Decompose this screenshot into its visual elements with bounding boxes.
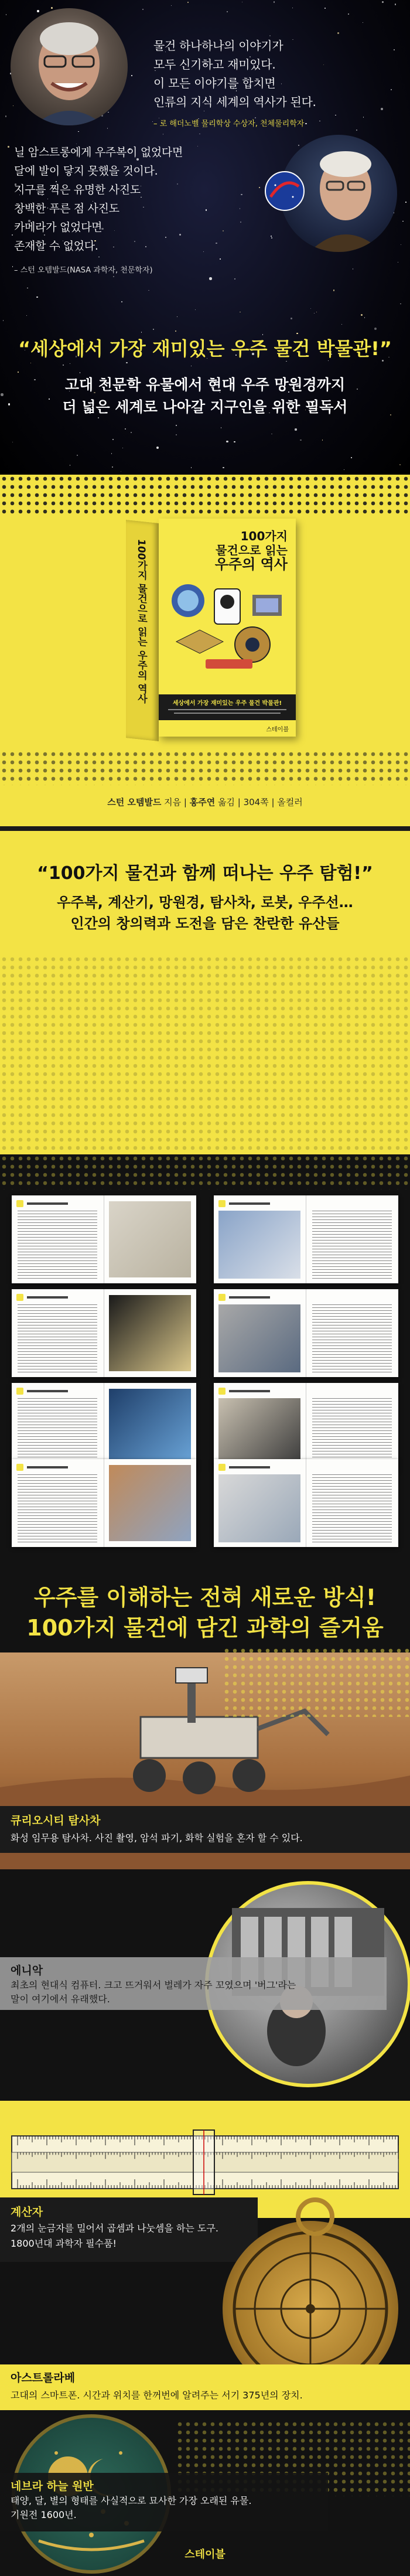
page-text: [312, 1211, 392, 1279]
cover-title: [215, 529, 288, 571]
star: [322, 439, 323, 440]
star: [37, 10, 39, 12]
star: [6, 14, 7, 15]
feature-title: 아스트롤라베: [11, 2371, 76, 2384]
book-front: [159, 519, 296, 737]
page-image: [218, 1304, 300, 1372]
book-spine: [126, 520, 159, 741]
star: [203, 251, 204, 252]
star: [3, 320, 4, 321]
section2-sub-line: 인간의 창의력과 도전을 담은 찬란한 유산들: [70, 915, 340, 932]
star: [271, 237, 272, 238]
star: [391, 89, 392, 90]
page-spread: [214, 1459, 398, 1547]
star: [227, 11, 228, 12]
star: [274, 1, 275, 2]
star: [341, 324, 342, 325]
quote-2-line: 지구를 찍은 유명한 사진도: [14, 183, 141, 196]
page-image: [218, 1474, 300, 1542]
cover-tagline: 세상에서 가장 재미있는 우주 물건 박물관!: [172, 700, 282, 707]
section4-headline-line: 100가지 물건에 담긴 과학의 즐거움: [26, 1615, 384, 1641]
star: [223, 230, 224, 231]
section2-sub-line: 우주복, 계산기, 망원경, 탐사차, 로봇, 우주선…: [57, 894, 353, 911]
quote-1-source: – 로 해더노벨 물리학상 수상자, 천체물리학자: [153, 120, 305, 128]
star: [221, 427, 222, 428]
page-text: [18, 1398, 97, 1466]
star: [324, 8, 326, 9]
feature-desc-line: 말이 여기에서 유래했다.: [11, 1994, 110, 2005]
cover-title-line: 100가지: [240, 529, 288, 543]
section4-headline: [0, 1582, 410, 1643]
page-number-badge: [218, 1200, 226, 1207]
author-name: 스턴 오템발드: [107, 797, 162, 807]
star: [171, 5, 172, 6]
star: [107, 128, 108, 129]
book-meta: 스턴 오템발드 지음 | 홍주연 옮김 | 304쪽 | 올컬러: [107, 797, 303, 807]
star: [26, 315, 27, 316]
star: [240, 222, 241, 223]
section2-headline: “100가지 물건과 함께 떠나는 우주 탐험!”: [37, 863, 373, 884]
feature-desc-line: 1800년대 과학자 필수품!: [11, 2238, 117, 2249]
page-number-badge: [16, 1464, 23, 1471]
quote-1: [153, 36, 316, 111]
star: [111, 453, 112, 454]
feature-title: 에니악: [11, 1964, 43, 1977]
star: [399, 464, 401, 465]
star: [206, 209, 207, 210]
subhead: [0, 374, 410, 418]
star: [234, 278, 235, 280]
feature-card-nebra: [0, 2473, 328, 2531]
page-title-bar: [229, 1296, 270, 1299]
page-title-bar: [229, 1202, 270, 1205]
book-cover-image: [126, 519, 296, 741]
star: [348, 13, 349, 15]
star: [148, 290, 149, 291]
feature-desc: 화성 임무용 탐사차. 사진 촬영, 암석 파기, 화학 실험을 혼자 할 수 있다.: [11, 1832, 303, 1844]
page-image: [109, 1465, 191, 1541]
star: [195, 309, 196, 310]
quote-2-line: 카메라가 없었다면: [14, 221, 102, 234]
features-section: [0, 1553, 410, 2576]
star: [226, 441, 228, 443]
page-text: [312, 1398, 392, 1466]
star: [364, 317, 365, 318]
star: [240, 208, 241, 209]
star: [291, 318, 292, 319]
quote-2-line: 달에 발이 닿지 못했을 것이다.: [14, 165, 158, 178]
star: [223, 467, 224, 468]
divider-bar: [0, 826, 410, 831]
section2-sub: [0, 892, 410, 934]
feature-desc: [11, 2494, 251, 2522]
star: [333, 289, 334, 291]
halftone-pattern: [0, 955, 410, 1154]
page-text: [18, 1211, 97, 1279]
feature-desc-line: 태양, 달, 별의 형태를 사실적으로 묘사한 가장 오래된 유물.: [11, 2495, 252, 2506]
halftone-pattern: [0, 475, 410, 516]
star: [12, 266, 13, 267]
page-spread: [214, 1289, 398, 1377]
feature-title: 계산자: [11, 2206, 43, 2219]
star: [361, 314, 363, 316]
cover-title-line: 물건으로 읽는: [216, 543, 288, 557]
page-text: [18, 1304, 97, 1372]
quote-1-line: 물건 하나하나의 이야기가: [153, 39, 283, 53]
feature-card-curiosity: [0, 1806, 410, 1853]
quote-2-line: 창백한 푸른 점 사진도: [14, 202, 119, 215]
star: [305, 123, 306, 124]
subhead-line: 고대 천문학 유물에서 현대 우주 망원경까지: [64, 376, 346, 393]
star: [18, 372, 19, 373]
star: [405, 202, 406, 203]
page-spread: [214, 1195, 398, 1283]
star: [374, 328, 377, 330]
halftone-pattern: [223, 1647, 410, 1717]
star: [175, 330, 176, 332]
page-title-bar: [27, 1202, 68, 1205]
star: [176, 434, 177, 435]
cover-band: [159, 694, 296, 720]
translator-name: 홍주연: [189, 797, 216, 807]
quote-1-line: 인류의 지식 세계의 역사가 된다.: [153, 95, 316, 109]
main-headline: “세상에서 가장 재미있는 우주 물건 박물관!”: [18, 338, 392, 360]
star: [295, 428, 296, 430]
star: [271, 236, 272, 237]
page-title-bar: [229, 1466, 270, 1468]
page-title-bar: [27, 1466, 68, 1468]
page-spread: [214, 1383, 398, 1471]
page-image: [109, 1201, 191, 1277]
feature-desc-line: 2개의 눈금자를 밀어서 곱셈과 나눗셈을 하는 도구.: [11, 2223, 218, 2234]
page-spread: [12, 1459, 196, 1547]
book-section: [0, 475, 410, 1154]
star: [191, 467, 192, 468]
star: [80, 372, 81, 373]
halftone-pattern: [0, 1154, 410, 1190]
cover-publisher: 스테이블: [266, 727, 289, 733]
page-image: [218, 1211, 300, 1279]
quote-2-line: 존재할 수 없었다.: [14, 240, 98, 253]
page-title-bar: [27, 1296, 68, 1299]
page-number-badge: [218, 1464, 226, 1471]
halftone-pattern: [0, 750, 410, 785]
translator-suffix: 옮김: [218, 797, 235, 807]
star: [382, 1, 384, 3]
page-text: [312, 1474, 392, 1542]
cover-title-line: 우주의 역사: [214, 556, 288, 573]
star: [122, 448, 124, 449]
star: [125, 428, 126, 430]
star: [98, 257, 100, 258]
star: [363, 117, 364, 118]
star: [310, 308, 312, 309]
page-number-badge: [16, 1388, 23, 1395]
page-number-badge: [218, 1388, 226, 1395]
star: [121, 301, 122, 302]
feature-title: 큐리오시티 탐사차: [11, 1814, 101, 1827]
page-text: [18, 1474, 97, 1542]
star: [337, 32, 339, 34]
intro-section: [0, 0, 410, 475]
page-spread: [12, 1289, 196, 1377]
star: [108, 112, 109, 113]
page-image: [109, 1389, 191, 1465]
page-number-badge: [218, 1294, 226, 1301]
quote-2-source: – 스턴 오템발드(NASA 과학자, 천문학자): [14, 266, 153, 275]
star: [351, 457, 352, 458]
author-suffix: 지음: [164, 797, 182, 807]
star: [142, 9, 144, 10]
star: [126, 362, 127, 363]
page-image: [218, 1398, 300, 1466]
star: [36, 297, 37, 298]
quote-2-line: 닐 암스트롱에게 우주복이 없었다면: [14, 146, 183, 159]
star: [216, 243, 217, 244]
star: [353, 268, 354, 270]
star: [402, 221, 403, 222]
star: [356, 130, 357, 131]
star: [8, 146, 9, 147]
star: [51, 7, 53, 9]
feature-title: 네브라 하늘 원반: [11, 2480, 94, 2493]
star: [5, 115, 6, 117]
page-spread: [12, 1383, 196, 1471]
page-spread: [12, 1195, 196, 1283]
star: [234, 441, 235, 442]
publisher-logo: 스테이블: [184, 2548, 226, 2561]
section4-headline-line: 우주를 이해하는 전혀 새로운 방식!: [33, 1585, 377, 1610]
quote-1-line: 모두 신기하고 재미있다.: [153, 57, 276, 71]
star: [112, 439, 114, 440]
page-number-badge: [16, 1200, 23, 1207]
star: [314, 313, 315, 314]
star: [152, 121, 153, 122]
quote-2: [14, 143, 183, 255]
star: [259, 187, 260, 188]
star: [131, 75, 132, 76]
star: [209, 277, 211, 280]
color-format: 올컬러: [277, 797, 303, 807]
star: [131, 432, 132, 433]
page-title-bar: [27, 1390, 68, 1392]
star: [241, 194, 242, 195]
star: [298, 145, 299, 146]
star: [77, 455, 78, 456]
star: [220, 258, 221, 260]
star: [395, 4, 396, 5]
spreads-section: [0, 1154, 410, 1553]
page-image: [109, 1295, 191, 1371]
subhead-line: 더 넓은 세계로 나아갈 지구인을 위한 필독서: [62, 398, 348, 415]
feature-card-eniac: [0, 1957, 387, 2010]
star: [153, 329, 154, 330]
star: [300, 439, 301, 441]
spine-title: 100가지 물건으로 읽는 우주의 역사: [135, 538, 147, 704]
astrolabe-ring-top: [296, 2197, 334, 2236]
page-number-badge: [16, 1294, 23, 1301]
star: [381, 108, 383, 110]
feature-card-slide-rule: [0, 2197, 258, 2262]
star: [156, 447, 159, 449]
feature-desc-line: 기원전 1600년.: [11, 2509, 77, 2520]
star: [112, 466, 113, 468]
feature-desc: [11, 2221, 218, 2251]
quote-1-line: 이 모든 이야기를 합치면: [153, 76, 276, 90]
star: [323, 64, 324, 65]
feature-desc-line: 최초의 현대식 컴퓨터. 크고 뜨거워서 벌레가 자주 꼬였으며 '버그'라는: [11, 1979, 296, 1991]
feature-card-astrolabe: [0, 2364, 410, 2410]
star: [187, 2, 189, 3]
page-count: 304쪽: [243, 797, 269, 807]
star: [113, 276, 114, 277]
feature-desc: [11, 1978, 296, 2006]
feature-desc: 고대의 스마트폰. 시간과 위치를 한꺼번에 알려주는 서기 375년의 장치.: [11, 2390, 303, 2401]
nasa-logo-icon: [265, 171, 305, 211]
portrait-scientist-1: [11, 8, 128, 125]
star: [394, 49, 395, 50]
page-title-bar: [229, 1390, 270, 1392]
page-text: [312, 1304, 392, 1372]
